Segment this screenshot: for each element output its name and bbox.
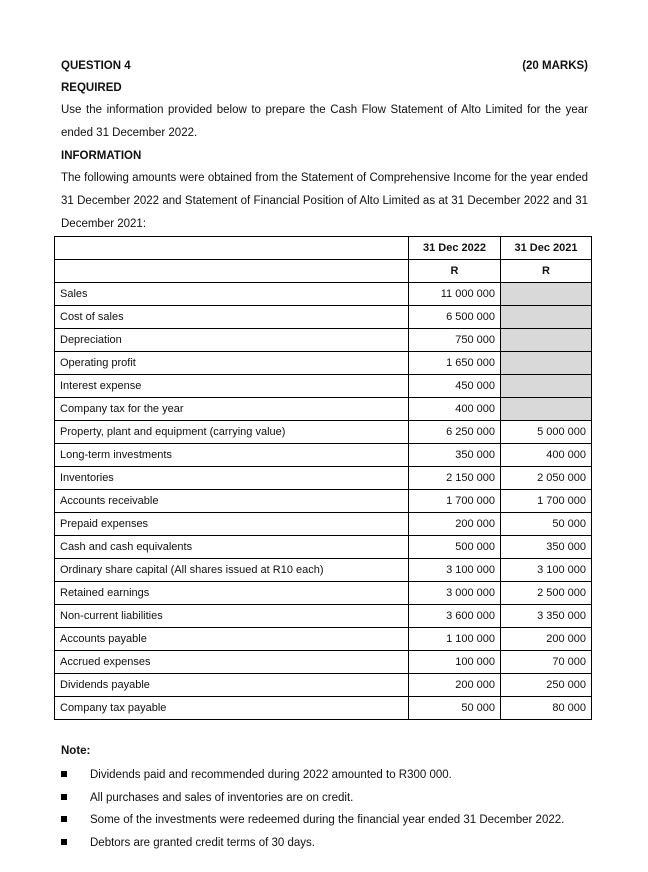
value-2021: 350 000: [501, 536, 592, 559]
value-2022: 200 000: [409, 674, 501, 697]
table-row: [55, 536, 592, 559]
value-2021-shaded: [501, 375, 592, 398]
value-2021: 50 000: [501, 513, 592, 536]
value-2022: 1 700 000: [409, 490, 501, 513]
square-bullet-icon: [61, 839, 67, 845]
row-label: Cost of sales: [55, 306, 409, 329]
table-row: [55, 398, 592, 421]
table-row: [55, 513, 592, 536]
square-bullet-icon: [61, 794, 67, 800]
information-text: The following amounts were obtained from the Statement of Comprehensive Income for the year ended 31 December 2022 and Statement of Financial Position of Alto Limited as at 31 December 2022 and 31 December 2021:: [61, 172, 588, 230]
row-label: Accounts payable: [55, 628, 409, 651]
value-2022: 750 000: [409, 329, 501, 352]
value-2021-shaded: [501, 283, 592, 306]
value-2021: 80 000: [501, 697, 592, 720]
row-label: Inventories: [55, 467, 409, 490]
value-2022: 50 000: [409, 697, 501, 720]
table-unit-row: [55, 260, 592, 283]
table-row: [55, 352, 592, 375]
value-2021: 3 100 000: [501, 559, 592, 582]
note-item: [61, 835, 621, 858]
value-2022: 100 000: [409, 651, 501, 674]
required-text: Use the information provided below to prepare the Cash Flow Statement of Alto Limited for the year ended 31 December 2022.: [61, 104, 588, 139]
note-text: All purchases and sales of inventories are on credit.: [90, 791, 354, 804]
value-2021: 250 000: [501, 674, 592, 697]
value-2021-shaded: [501, 329, 592, 352]
table-row: [55, 605, 592, 628]
note-text: Dividends paid and recommended during 2022 amounted to R300 000.: [90, 769, 452, 781]
note-item: [61, 767, 621, 790]
value-2021: 400 000: [501, 444, 592, 467]
table-row: [55, 421, 592, 444]
unit-label-cell: [55, 260, 409, 283]
table-row: [55, 283, 592, 306]
value-2022: 1 100 000: [409, 628, 501, 651]
question-marks: (20 MARKS): [522, 60, 588, 72]
row-label: Accrued expenses: [55, 651, 409, 674]
value-2021: 200 000: [501, 628, 592, 651]
value-2021: 1 700 000: [501, 490, 592, 513]
table-row: [55, 306, 592, 329]
header-2021: 31 Dec 2021: [501, 237, 592, 260]
row-label: Retained earnings: [55, 582, 409, 605]
row-label: Operating profit: [55, 352, 409, 375]
notes-list: [61, 767, 621, 857]
table-row: [55, 559, 592, 582]
unit-2021: R: [501, 260, 592, 283]
value-2022: 450 000: [409, 375, 501, 398]
table-row: [55, 467, 592, 490]
row-label: Long-term investments: [55, 444, 409, 467]
value-2022: 3 600 000: [409, 605, 501, 628]
question-header: [61, 60, 588, 76]
row-label: Dividends payable: [55, 674, 409, 697]
square-bullet-icon: [61, 816, 67, 822]
table-row: [55, 329, 592, 352]
note-item: [61, 790, 621, 813]
note-text: Some of the investments were redeemed during the financial year ended 31 December 2022.: [90, 814, 565, 826]
financial-data-table: [54, 236, 592, 720]
value-2022: 350 000: [409, 444, 501, 467]
value-2021-shaded: [501, 398, 592, 421]
value-2022: 6 500 000: [409, 306, 501, 329]
value-2021-shaded: [501, 306, 592, 329]
row-label: Company tax for the year: [55, 398, 409, 421]
value-2021: 5 000 000: [501, 421, 592, 444]
value-2022: 2 150 000: [409, 467, 501, 490]
value-2022: 3 100 000: [409, 559, 501, 582]
value-2021: 3 350 000: [501, 605, 592, 628]
row-label: Depreciation: [55, 329, 409, 352]
row-label: Company tax payable: [55, 697, 409, 720]
square-bullet-icon: [61, 771, 67, 777]
table-row: [55, 375, 592, 398]
header-2022: 31 Dec 2022: [409, 237, 501, 260]
value-2022: 200 000: [409, 513, 501, 536]
table-row: [55, 628, 592, 651]
value-2022: 11 000 000: [409, 283, 501, 306]
table-row: [55, 582, 592, 605]
table-row: [55, 490, 592, 513]
row-label: Property, plant and equipment (carrying value): [55, 421, 409, 444]
question-title: QUESTION 4: [61, 60, 131, 72]
value-2022: 500 000: [409, 536, 501, 559]
table-row: [55, 697, 592, 720]
value-2021: 2 050 000: [501, 467, 592, 490]
table-row: [55, 444, 592, 467]
value-2022: 1 650 000: [409, 352, 501, 375]
row-label: Cash and cash equivalents: [55, 536, 409, 559]
required-heading: REQUIRED: [61, 82, 122, 94]
note-item: [61, 812, 621, 835]
note-text: Debtors are granted credit terms of 30 days.: [90, 836, 315, 849]
row-label: Non-current liabilities: [55, 605, 409, 628]
unit-2022: R: [409, 260, 501, 283]
table-body: [55, 283, 592, 720]
value-2022: 400 000: [409, 398, 501, 421]
row-label: Ordinary share capital (All shares issued at R10 each): [55, 559, 409, 582]
row-label: Prepaid expenses: [55, 513, 409, 536]
row-label: Accounts receivable: [55, 490, 409, 513]
table-row: [55, 651, 592, 674]
header-label-cell: [55, 237, 409, 260]
value-2021-shaded: [501, 352, 592, 375]
value-2022: 3 000 000: [409, 582, 501, 605]
value-2021: 2 500 000: [501, 582, 592, 605]
value-2021: 70 000: [501, 651, 592, 674]
information-heading: INFORMATION: [61, 150, 142, 162]
notes-heading: Note:: [61, 745, 91, 757]
row-label: Interest expense: [55, 375, 409, 398]
table-row: [55, 674, 592, 697]
table-header-row: [55, 237, 592, 260]
row-label: Sales: [55, 283, 409, 306]
value-2022: 6 250 000: [409, 421, 501, 444]
